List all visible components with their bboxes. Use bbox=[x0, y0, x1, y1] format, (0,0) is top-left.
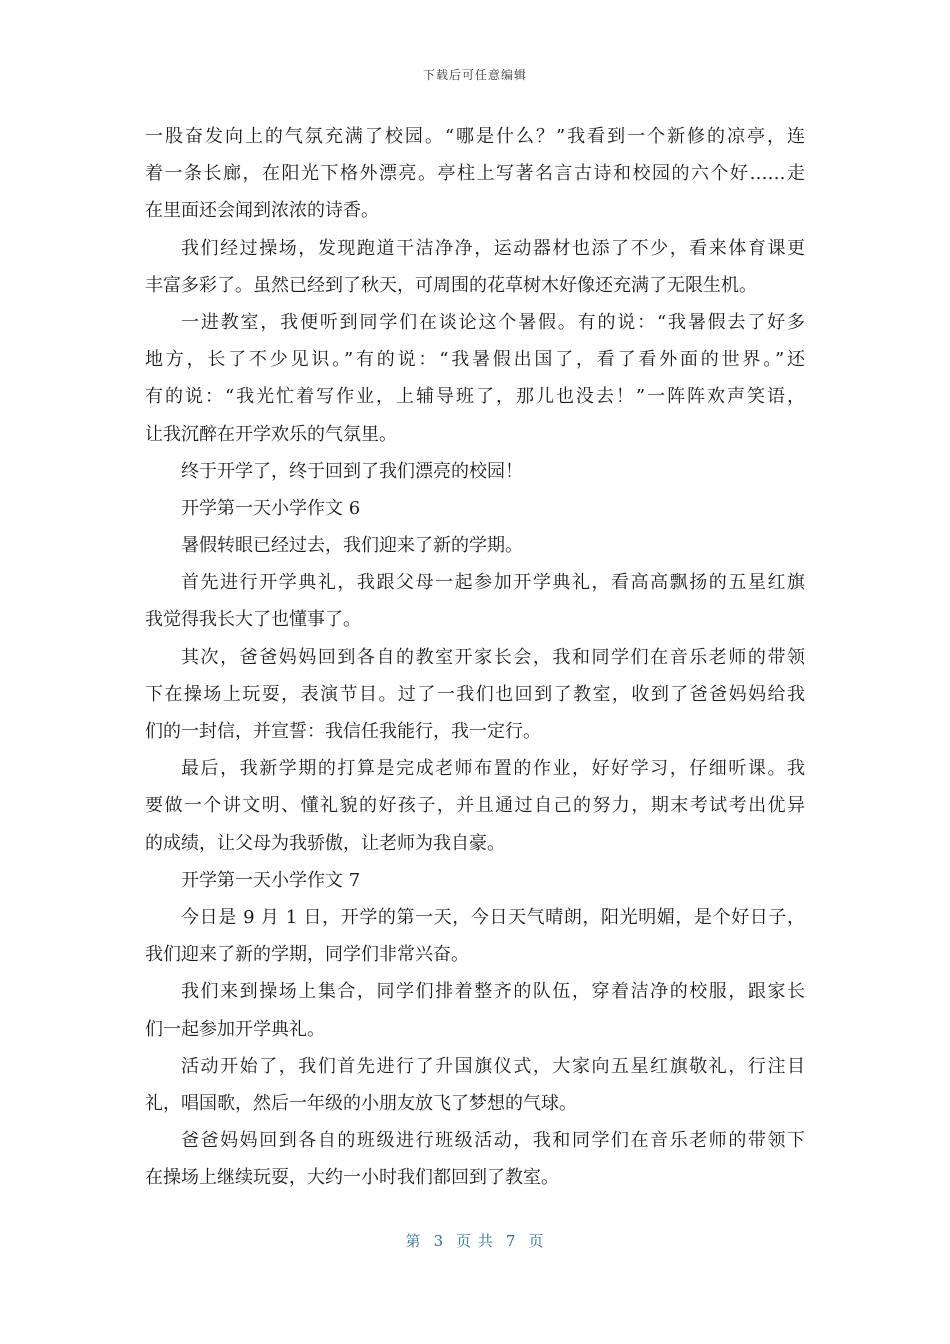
text-line: 今日是 9 月 1 日，开学的第一天，今日天气晴朗，阳光明媚，是个好日子， bbox=[181, 906, 805, 928]
text-line: 在里面还会闻到浓浓的诗香。 bbox=[145, 200, 379, 222]
current-page-number: 3 bbox=[433, 1232, 445, 1250]
text-line: 我们经过操场，发现跑道干洁净净，运动器材也添了不少，看来体育课更 bbox=[181, 237, 805, 259]
page-footer bbox=[0, 1230, 950, 1251]
text-line: 们一起参加开学典礼。 bbox=[145, 1018, 325, 1040]
page-label-prefix: 第 bbox=[405, 1232, 422, 1250]
document-body bbox=[145, 118, 805, 1196]
page-label-suffix: 页 bbox=[528, 1232, 545, 1250]
text-line: 活动开始了，我们首先进行了升国旗仪式，大家向五星红旗敬礼，行注目 bbox=[181, 1055, 805, 1077]
text-line: 终于开学了，终于回到了我们漂亮的校园！ bbox=[181, 460, 523, 482]
text-line: 下在操场上玩耍，表演节目。过了一我们也回到了教室，收到了爸爸妈妈给我 bbox=[145, 683, 805, 705]
text-line: 我觉得我长大了也懂事了。 bbox=[145, 609, 361, 631]
text-line: 开学第一天小学作文 7 bbox=[181, 869, 361, 891]
text-line: 开学第一天小学作文 6 bbox=[181, 497, 361, 519]
text-line: 其次，爸爸妈妈回到各自的教室开家长会，我和同学们在音乐老师的带领 bbox=[181, 646, 805, 668]
text-line: 在操场上继续玩耍，大约一小时我们都回到了教室。 bbox=[145, 1167, 559, 1189]
text-line: 我们来到操场上集合，同学们排着整齐的队伍，穿着洁净的校服，跟家长 bbox=[181, 981, 805, 1003]
text-line: 丰富多彩了。虽然已经到了秋天，可周围的花草树木好像还充满了无限生机。 bbox=[145, 274, 757, 296]
text-line: 有的说：“我光忙着写作业，上辅导班了，那儿也没去！”一阵阵欢声笑语， bbox=[145, 386, 805, 408]
text-line: 最后，我新学期的打算是完成老师布置的作业，好好学习，仔细听课。我 bbox=[181, 758, 805, 780]
text-line: 我们迎来了新的学期，同学们非常兴奋。 bbox=[145, 944, 469, 966]
text-line: 暑假转眼已经过去，我们迎来了新的学期。 bbox=[181, 535, 523, 557]
text-line: 的成绩，让父母为我骄傲，让老师为我自豪。 bbox=[145, 832, 505, 854]
total-page-number: 7 bbox=[505, 1232, 517, 1250]
text-line: 礼，唱国歌，然后一年级的小朋友放飞了梦想的气球。 bbox=[145, 1092, 577, 1114]
text-line: 地方，长了不少见识。”有的说：“我暑假出国了，看了看外面的世界。”还 bbox=[145, 349, 805, 371]
text-line: 们的一封信，并宣誓：我信任我能行，我一定行。 bbox=[145, 721, 541, 742]
text-line: 首先进行开学典礼，我跟父母一起参加开学典礼，看高高飘扬的五星红旗 bbox=[181, 572, 805, 594]
page-header: 下载后可任意编辑 bbox=[422, 68, 527, 82]
text-line: 着一条长廊，在阳光下格外漂亮。亭柱上写著名言古诗和校园的六个好……走 bbox=[145, 163, 805, 185]
text-line: 一股奋发向上的气氛充满了校园。“哪是什么？”我看到一个新修的凉亭，连 bbox=[145, 126, 805, 147]
text-line: 要做一个讲文明、懂礼貌的好孩子，并且通过自己的努力，期末考试考出优异 bbox=[145, 795, 805, 817]
text-line: 爸爸妈妈回到各自的班级进行班级活动，我和同学们在音乐老师的带领下 bbox=[181, 1130, 805, 1152]
page-label-middle: 页 共 bbox=[456, 1232, 494, 1250]
text-line: 一进教室，我便听到同学们在谈论这个暑假。有的说：“我暑假去了好多 bbox=[181, 311, 805, 333]
text-line: 让我沉醉在开学欢乐的气氛里。 bbox=[145, 423, 397, 445]
